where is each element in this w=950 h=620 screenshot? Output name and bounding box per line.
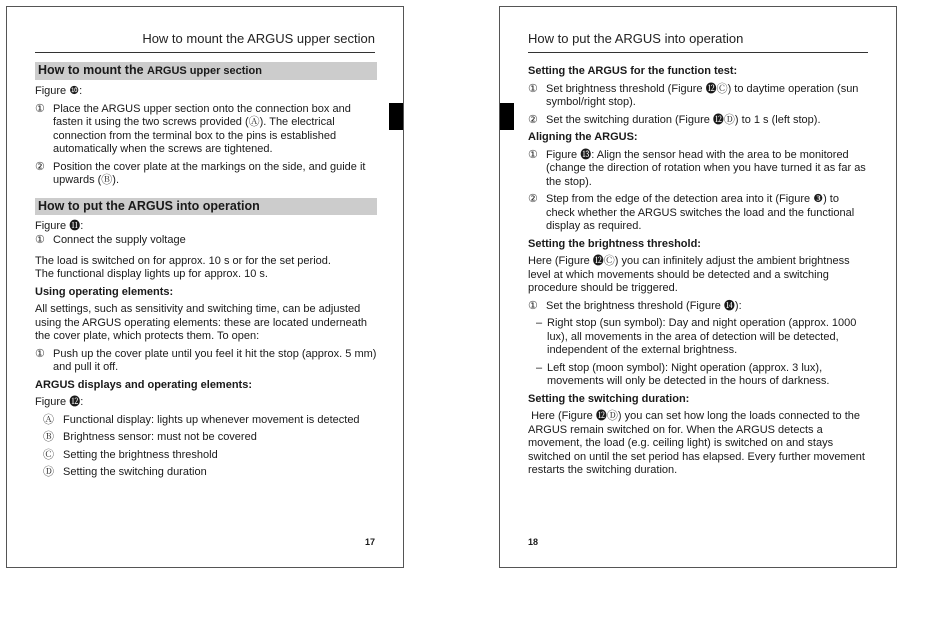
- paragraph: All settings, such as sensitivity and switching time, can be adjusted using the ARGUS operating elements: these are located underneath the cover plate, which protects them. To open:: [35, 303, 368, 342]
- step-marker: ②: [35, 160, 45, 173]
- list-item: [35, 234, 377, 248]
- paragraph: Here (Figure ⓬Ⓒ) you can infinitely adjust the ambient brightness level at which movements should be detected and a switching procedure should be triggered.: [528, 255, 850, 294]
- element-text: Brightness sensor: must not be covered: [63, 431, 257, 443]
- running-header: How to mount the ARGUS upper section: [142, 31, 375, 46]
- step-marker: ②: [528, 193, 538, 205]
- subheading-aligning: Aligning the ARGUS:: [528, 131, 638, 143]
- thumb-index-tab: [500, 103, 514, 130]
- paragraph: The functional display lights up for approx. 10 s.: [35, 268, 268, 280]
- header-rule: [528, 52, 868, 53]
- step-text: Figure ⓭: Align the sensor head with the area to be monitored (change the direction of rotation when you have turned it as far as the stop).: [546, 148, 866, 188]
- element-text: Setting the switching duration: [63, 466, 207, 478]
- page-number: 18: [528, 537, 539, 547]
- section-heading-operation: How to put the ARGUS into operation: [35, 198, 377, 215]
- left-content: [35, 62, 377, 484]
- running-header: How to put the ARGUS into operation: [528, 31, 744, 46]
- dash-marker: –: [536, 317, 543, 329]
- list-item: [528, 317, 870, 358]
- list-item: [35, 449, 377, 463]
- step-text: Set the switching duration (Figure ⓬Ⓓ) to 1 s (left stop).: [546, 113, 821, 126]
- element-marker: Ⓓ: [43, 466, 54, 478]
- step-text: Push up the cover plate until you feel it hit the stop (approx. 5 mm) and pull it off.: [53, 347, 377, 373]
- list-item: [528, 193, 870, 234]
- list-item: [35, 348, 377, 375]
- figure-ref: Figure ⓬:: [35, 396, 84, 408]
- section-heading-mount: [35, 62, 377, 80]
- list-item: [528, 114, 870, 128]
- step-marker: ①: [528, 82, 538, 95]
- element-marker: Ⓒ: [43, 448, 54, 461]
- subheading-brightness: Setting the brightness threshold:: [528, 237, 701, 250]
- right-content: [528, 62, 870, 482]
- heading-small-text: ARGUS upper section: [147, 65, 262, 77]
- subheading-displays: ARGUS displays and operating elements:: [35, 378, 252, 391]
- figure-ref: Figure ⓫:: [35, 219, 84, 232]
- subheading-function-test: Setting the ARGUS for the function test:: [528, 65, 738, 77]
- step-text: Step from the edge of the detection area into it (Figure ❸) to check whether the ARGUS switches the load and the functional display as required.: [546, 193, 855, 232]
- list-item: [35, 414, 377, 428]
- step-marker: ①: [528, 148, 538, 161]
- thumb-index-tab: [389, 103, 403, 130]
- step-text: Set brightness threshold (Figure ⓬Ⓒ) to daytime operation (sun symbol/right stop).: [546, 82, 859, 108]
- step-marker: ①: [35, 102, 45, 115]
- list-item: [528, 149, 870, 190]
- list-item: [528, 300, 870, 314]
- list-item: [35, 466, 377, 480]
- right-page: [499, 6, 897, 568]
- step-marker: ②: [528, 113, 538, 126]
- option-text: Left stop (moon symbol): Night operation (approx. 3 lux), movements will only be detected in the hours of darkness.: [547, 361, 830, 387]
- heading-text: How to mount the: [38, 63, 148, 77]
- subheading-duration: Setting the switching duration:: [528, 392, 690, 405]
- list-item: [35, 431, 377, 445]
- left-page: [6, 6, 404, 568]
- list-item: [528, 83, 870, 110]
- subheading-operating-elements: Using operating elements:: [35, 285, 174, 298]
- step-marker: ①: [35, 234, 45, 246]
- step-text: Set the brightness threshold (Figure ⓮):: [546, 299, 742, 312]
- paragraph: The load is switched on for approx. 10 s or for the set period.: [35, 254, 331, 267]
- list-item: [35, 161, 377, 188]
- element-marker: Ⓑ: [43, 431, 54, 443]
- step-text: Place the ARGUS upper section onto the connection box and fasten it using the two screws provided (Ⓐ). The electrical connection from the terminal box to the pins is established automatically when the screws are tightened.: [53, 102, 351, 155]
- paragraph: Here (Figure ⓬Ⓓ) you can set how long the loads connected to the ARGUS remain switched on for. When the ARGUS detects a movement, the load (e.g. ceiling light) is switched on and stays switched on until the set period has elapsed. Every further movement restarts the switching duration.: [528, 410, 868, 476]
- list-item: [528, 362, 870, 389]
- step-marker: ①: [528, 299, 538, 312]
- element-text: Functional display: lights up whenever movement is detected: [63, 413, 360, 426]
- dash-marker: –: [536, 361, 543, 374]
- element-marker: Ⓐ: [43, 413, 54, 426]
- figure-ref: Figure ❿:: [35, 85, 83, 97]
- list-item: [35, 103, 377, 157]
- header-rule: [35, 52, 375, 53]
- step-text: Position the cover plate at the markings on the side, and guide it upwards (Ⓑ).: [53, 160, 366, 186]
- option-text: Right stop (sun symbol): Day and night operation (approx. 1000 lux), all movements in the area of detection will be detected, independent of the external brightness.: [547, 317, 857, 356]
- step-marker: ①: [35, 347, 45, 360]
- element-text: Setting the brightness threshold: [63, 448, 218, 461]
- step-text: Connect the supply voltage: [53, 234, 186, 246]
- page-number: 17: [364, 537, 375, 547]
